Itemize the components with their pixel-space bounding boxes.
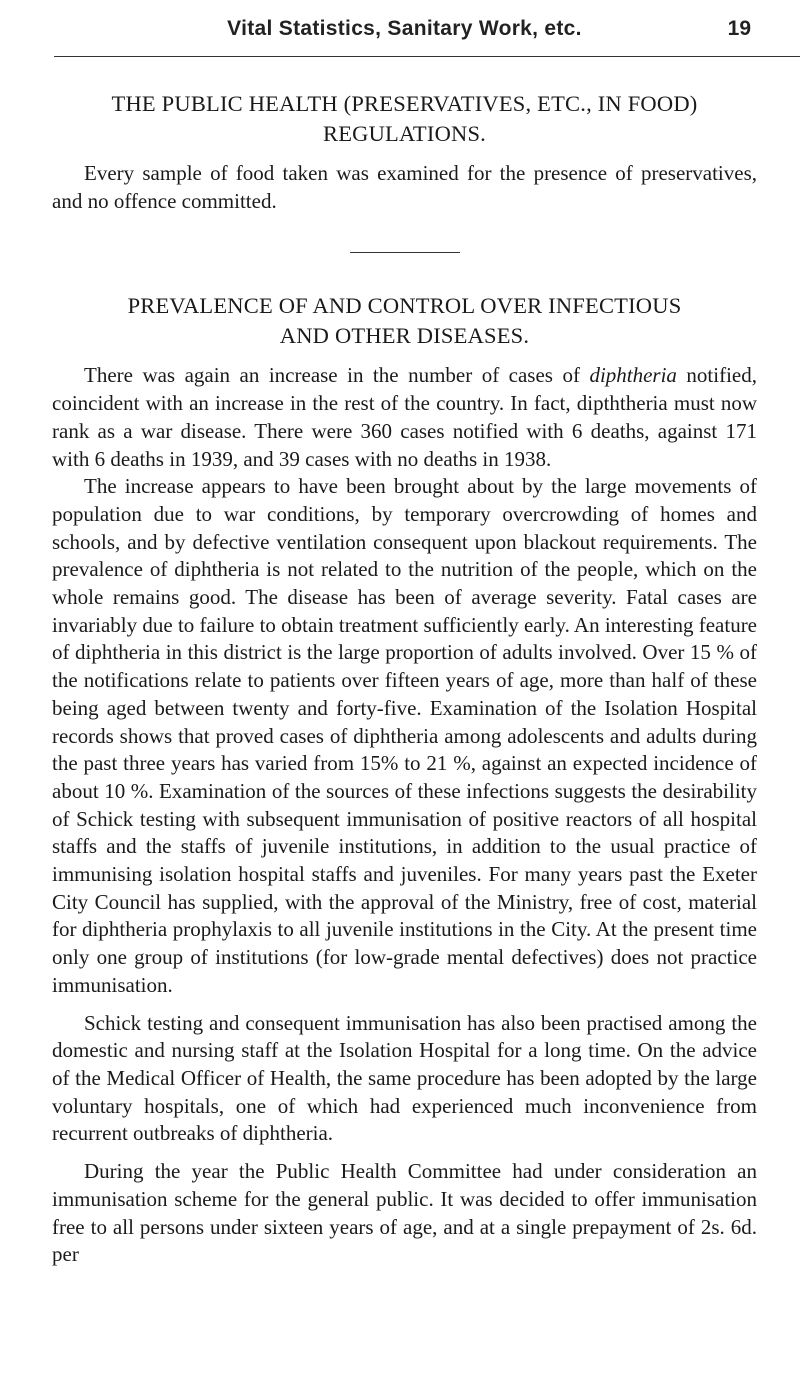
section-heading-preservatives bbox=[52, 89, 757, 149]
header-rule bbox=[54, 56, 800, 57]
running-header bbox=[52, 0, 757, 50]
paragraph-schick-testing: Schick testing and consequent immunisation has also been practised among the domestic and nursing staff at the Isolation Hospital for a long time. On the advice of the Medical Officer of Health, the same procedure has been adopted by the large voluntary hospitals, one of which had experienced much inconvenience from recurrent outbreaks of diphtheria. bbox=[52, 1010, 757, 1146]
page-content bbox=[52, 89, 757, 1269]
section-heading-infectious bbox=[52, 291, 757, 351]
paragraph-diphtheria-increase bbox=[52, 362, 757, 473]
paragraph-text: There was again an increase in the number of cases of bbox=[84, 363, 590, 388]
paragraph-causes: The increase appears to have been brought about by the large movements of population due to war conditions, by temporary overcrowding of homes and schools, and by defective ventilation consequent upon blackout requirements. The prevalence of diphtheria is not related to the nutrition of the people, which on the whole remains good. The disease has been of average severity. Fatal cases are invariably due to failure to obtain treatment sufficiently early. An interesting feature of diphtheria in this district is the large proportion of adults involved. Over 15 % of the notifications relate to patients over fifteen years of age, more than half of these being aged between twenty and forty-five. Examination of the Isolation Hospital records shows that proved cases of diphtheria among adolescents and adults during the past three years has varied from 15% to 21 %, against an expected incidence of about 10 %. Examination of the sources of these infections suggests the desirability of Schick testing with subsequent immunisation of positive reactors of all hospital staffs and the staffs of juvenile institutions, in addition to the usual practice of immunising isolation hospital staffs and juveniles. For many years past the Exeter City Council has supplied, with the approval of the Ministry, free of cost, material for diphtheria prophylaxis to all juvenile institutions in the City. At the present time only one group of institutions (for low-grade mental defectives) does not practice immunisation. bbox=[52, 474, 758, 997]
paragraph-immunisation-scheme: During the year the Public Health Committee had under consideration an immunisation scheme for the general public. It was decided to offer immunisation free to all persons under sixteen years of age, and at a single prepayment of 2s. 6d. per bbox=[52, 1159, 757, 1267]
heading-line-1: THE PUBLIC HEALTH (PRESERVATIVES, ETC., IN FOOD) bbox=[111, 91, 698, 116]
heading-line-2: AND OTHER DISEASES. bbox=[279, 323, 530, 349]
section-divider bbox=[350, 252, 460, 253]
heading-line-2: REGULATIONS. bbox=[322, 121, 487, 146]
italic-term-diphtheria: diphtheria bbox=[589, 363, 677, 388]
heading-line-1: PREVALENCE OF AND CONTROL OVER INFECTIOUS bbox=[127, 293, 682, 319]
running-title: Vital Statistics, Sanitary Work, etc. bbox=[227, 17, 582, 40]
page-number: 19 bbox=[727, 17, 751, 40]
paragraph-preservatives: Every sample of food taken was examined for the presence of preservatives, and no offence committed. bbox=[52, 161, 757, 213]
section-infectious-diseases bbox=[52, 291, 757, 1269]
section-preservatives-regulations bbox=[52, 89, 757, 215]
paragraph-text: notified, coincident with an increase in the rest of the country. In fact, dipththeria must now rank as a war disease. There were 360 cases notified with 6 deaths, against 171 with 6 deaths in 1939, and 39 cases with no deaths in 1938. bbox=[52, 363, 757, 471]
